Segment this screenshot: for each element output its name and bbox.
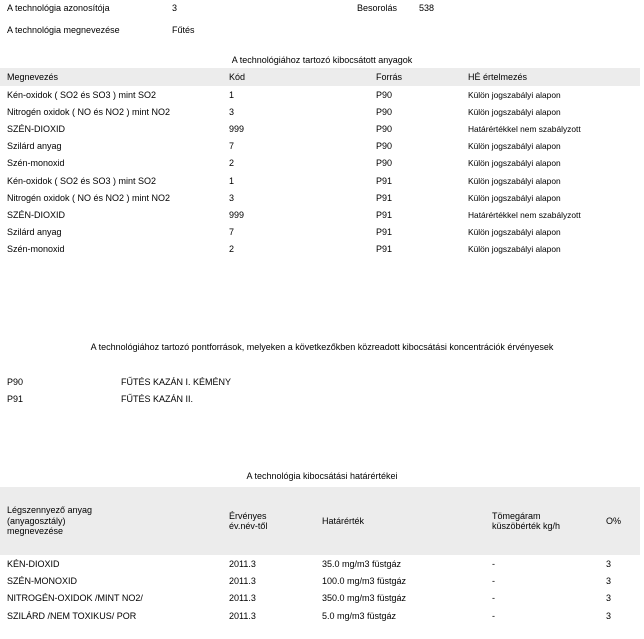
- source-code: P91: [7, 394, 24, 404]
- substance-cell: Szilárd anyag: [7, 227, 62, 238]
- source-cell: P91: [376, 192, 393, 203]
- substance-cell: Szén-monoxid: [7, 244, 65, 255]
- substance-cell: Nitrogén oxidok ( NO és NO2 ) mint NO2: [7, 106, 171, 117]
- limits-table: [0, 487, 640, 624]
- table-row: [0, 189, 640, 206]
- limits-rows: [0, 555, 640, 624]
- substance-cell: SZÉN-DIOXID: [7, 209, 66, 220]
- table-row: [0, 590, 640, 607]
- emissions-table: [0, 68, 640, 258]
- column-header-oxygen-percent: O%: [606, 515, 622, 526]
- technology-name-label: A technológia megnevezése: [7, 25, 120, 35]
- oxygen-percent-cell: 3: [606, 558, 612, 569]
- source-cell: P91: [376, 175, 393, 186]
- emissions-rows: [0, 86, 640, 258]
- oxygen-percent-cell: 3: [606, 593, 612, 604]
- classification-label: Besorolás: [357, 3, 398, 13]
- table-row: [0, 572, 640, 589]
- interpretation-cell: Határértékkel nem szabályzott: [468, 209, 581, 220]
- substance-cell: Kén-oxidok ( SO2 és SO3 ) mint SO2: [7, 89, 157, 100]
- pollutant-cell: NITROGÉN-OXIDOK /MINT NO2/: [7, 593, 143, 604]
- interpretation-cell: Határértékkel nem szabályzott: [468, 123, 581, 134]
- pollutant-cell: SZILÁRD /NEM TOXIKUS/ POR: [7, 610, 137, 621]
- limits-header-row: [0, 487, 640, 555]
- source-name: FŰTÉS KAZÁN II.: [121, 394, 194, 404]
- mass-flow-cell: -: [492, 593, 495, 604]
- limit-value-cell: 100.0 mg/m3 füstgáz: [322, 575, 407, 586]
- table-row: [0, 224, 640, 241]
- table-row: [0, 86, 640, 103]
- substance-cell: Kén-oxidok ( SO2 és SO3 ) mint SO2: [7, 175, 157, 186]
- interpretation-cell: Külön jogszabályi alapon: [468, 141, 561, 152]
- table-row: [0, 103, 640, 120]
- sources-title: A technológiához tartozó pontforrások, melyeken a következőkben közreadott kibocsátási koncentrációk érvényesek: [90, 342, 554, 352]
- interpretation-cell: Külön jogszabályi alapon: [468, 175, 561, 186]
- valid-from-cell: 2011.3: [229, 558, 256, 569]
- technology-name-value: Fűtés: [172, 25, 195, 35]
- source-cell: P90: [376, 141, 393, 152]
- limit-value-cell: 5.0 mg/m3 füstgáz: [322, 610, 397, 621]
- code-cell: 3: [229, 192, 235, 203]
- table-row: [0, 241, 640, 258]
- oxygen-percent-cell: 3: [606, 610, 612, 621]
- code-cell: 7: [229, 141, 235, 152]
- table-row: [0, 138, 640, 155]
- code-cell: 2: [229, 158, 235, 169]
- mass-flow-cell: -: [492, 610, 495, 621]
- substance-cell: Szilárd anyag: [7, 141, 62, 152]
- interpretation-cell: Külön jogszabályi alapon: [468, 106, 561, 117]
- code-cell: 1: [229, 89, 235, 100]
- column-header-limit-value: Határérték: [322, 515, 365, 526]
- code-cell: 1: [229, 175, 235, 186]
- code-cell: 3: [229, 106, 235, 117]
- table-row: [0, 120, 640, 137]
- technology-id-value: 3: [172, 3, 178, 13]
- interpretation-cell: Külön jogszabályi alapon: [468, 227, 561, 238]
- substance-cell: SZÉN-DIOXID: [7, 123, 66, 134]
- mass-flow-cell: -: [492, 575, 495, 586]
- source-cell: P90: [376, 123, 393, 134]
- valid-from-cell: 2011.3: [229, 575, 256, 586]
- interpretation-cell: Külön jogszabályi alapon: [468, 244, 561, 255]
- column-header-limit-interpretation: HÉ értelmezés: [468, 72, 528, 82]
- interpretation-cell: Külön jogszabályi alapon: [468, 158, 561, 169]
- table-row: [0, 607, 640, 624]
- pollutant-cell: SZÉN-MONOXID: [7, 575, 78, 586]
- code-cell: 999: [229, 123, 245, 134]
- table-row: [0, 206, 640, 223]
- interpretation-cell: Külön jogszabályi alapon: [468, 192, 561, 203]
- source-cell: P90: [376, 106, 393, 117]
- classification-value: 538: [419, 3, 435, 13]
- interpretation-cell: Külön jogszabályi alapon: [468, 89, 561, 100]
- substance-cell: Nitrogén oxidok ( NO és NO2 ) mint NO2: [7, 192, 171, 203]
- source-code: P90: [7, 377, 24, 387]
- column-header-mass-flow-threshold: Tömegáram küszöbérték kg/h: [492, 510, 561, 531]
- source-cell: P91: [376, 209, 393, 220]
- code-cell: 2: [229, 244, 235, 255]
- table-row: [0, 155, 640, 172]
- substance-cell: Szén-monoxid: [7, 158, 65, 169]
- source-cell: P90: [376, 89, 393, 100]
- oxygen-percent-cell: 3: [606, 575, 612, 586]
- table-row: [0, 172, 640, 189]
- valid-from-cell: 2011.3: [229, 610, 256, 621]
- emissions-title: A technológiához tartozó kibocsátott anyagok: [231, 55, 413, 65]
- column-header-source: Forrás: [376, 72, 403, 82]
- source-cell: P91: [376, 244, 393, 255]
- column-header-code: Kód: [229, 72, 246, 82]
- code-cell: 999: [229, 209, 245, 220]
- column-header-name: Megnevezés: [7, 72, 59, 82]
- source-cell: P91: [376, 227, 393, 238]
- column-header-pollutant: Légszennyező anyag (anyagosztály) megnevezése: [7, 505, 93, 537]
- emissions-header-row: [0, 68, 640, 86]
- limits-title: A technológia kibocsátási határértékei: [246, 471, 398, 481]
- limit-value-cell: 35.0 mg/m3 füstgáz: [322, 558, 402, 569]
- technology-id-label: A technológia azonosítója: [7, 3, 110, 13]
- valid-from-cell: 2011.3: [229, 593, 256, 604]
- source-name: FŰTÉS KAZÁN I. KÉMÉNY: [121, 377, 232, 387]
- limit-value-cell: 350.0 mg/m3 füstgáz: [322, 593, 407, 604]
- pollutant-cell: KÉN-DIOXID: [7, 558, 60, 569]
- code-cell: 7: [229, 227, 235, 238]
- mass-flow-cell: -: [492, 558, 495, 569]
- column-header-valid-from: Érvényes év.név-től: [229, 510, 268, 531]
- table-row: [0, 555, 640, 572]
- source-cell: P90: [376, 158, 393, 169]
